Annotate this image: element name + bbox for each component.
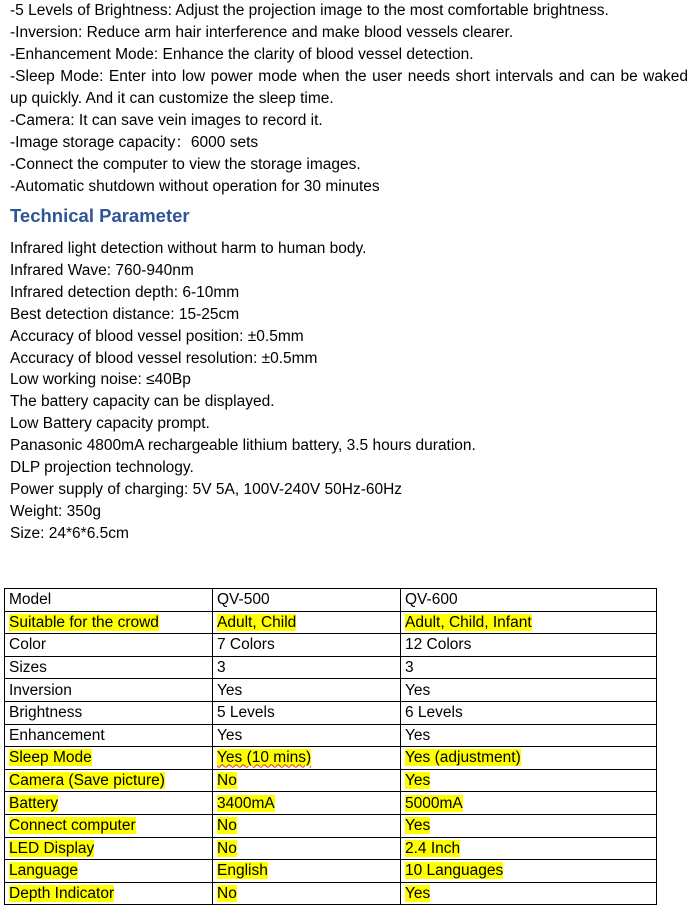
table-row	[5, 747, 657, 770]
table-cell: Yes (adjustment)	[401, 747, 657, 770]
table-row	[5, 792, 657, 815]
table-cell: Connect computer	[5, 814, 213, 837]
table-cell: Camera (Save picture)	[5, 769, 213, 792]
table-cell: Suitable for the crowd	[5, 611, 213, 634]
header-cell: QV-500	[213, 589, 401, 612]
table-cell: Yes (10 mins)	[213, 747, 401, 770]
param-line: Low Battery capacity prompt.	[10, 415, 210, 433]
param-line: Accuracy of blood vessel resolution: ±0.5mm	[10, 349, 318, 367]
feature-line: -Image storage capacity：6000 sets	[10, 134, 259, 151]
table-cell: 7 Colors	[213, 634, 401, 657]
param-line: Infrared detection depth: 6-10mm	[10, 283, 240, 301]
table-row	[5, 701, 657, 724]
feature-line: -Connect the computer to view the storage images.	[10, 156, 361, 173]
feature-line: -Sleep Mode: Enter into low power mode when the user needs short intervals and can be waked up quickly. And it can customize the sleep time.	[10, 68, 688, 107]
param-line: Panasonic 4800mA rechargeable lithium battery, 3.5 hours duration.	[10, 437, 476, 455]
features-list	[10, 0, 688, 198]
table-cell: English	[213, 860, 401, 883]
table-cell: LED Display	[5, 837, 213, 860]
header-cell: Model	[5, 589, 213, 612]
table-cell: 3400mA	[213, 792, 401, 815]
table-cell: No	[213, 882, 401, 905]
table-cell: Sleep Mode	[5, 747, 213, 770]
table-cell: No	[213, 769, 401, 792]
table-cell: Yes	[401, 814, 657, 837]
param-line: Infrared light detection without harm to human body.	[10, 240, 367, 257]
table-row	[5, 814, 657, 837]
param-line: Infrared Wave: 760-940nm	[10, 261, 194, 279]
table-header-row	[5, 589, 657, 612]
param-line: The battery capacity can be displayed.	[10, 393, 275, 411]
param-line: DLP projection technology.	[10, 459, 194, 477]
feature-line: -Enhancement Mode: Enhance the clarity of blood vessel detection.	[10, 46, 474, 63]
feature-line: -5 Levels of Brightness: Adjust the projection image to the most comfortable brightness.	[10, 2, 609, 19]
table-cell: 5000mA	[401, 792, 657, 815]
feature-line: -Automatic shutdown without operation for 30 minutes	[10, 178, 380, 195]
table-cell: 3	[213, 656, 401, 679]
technical-parameter-heading: Technical Parameter	[10, 205, 190, 226]
table-cell: Enhancement	[5, 724, 213, 747]
table-row	[5, 882, 657, 905]
table-cell: Battery	[5, 792, 213, 815]
param-line: Size: 24*6*6.5cm	[10, 524, 129, 542]
table-cell: Yes	[213, 724, 401, 747]
table-row	[5, 724, 657, 747]
table-cell: 2.4 Inch	[401, 837, 657, 860]
table-cell: Yes	[401, 882, 657, 905]
table-row	[5, 611, 657, 634]
table-row	[5, 860, 657, 883]
table-cell: 12 Colors	[401, 634, 657, 657]
param-line: Weight: 350g	[10, 502, 102, 520]
header-cell: QV-600	[401, 589, 657, 612]
table-cell: Sizes	[5, 656, 213, 679]
table-row	[5, 679, 657, 702]
table-row	[5, 769, 657, 792]
feature-line: -Camera: It can save vein images to record it.	[10, 112, 323, 129]
param-line: Low working noise: ≤40Bp	[10, 371, 191, 389]
table-cell: Color	[5, 634, 213, 657]
table-row	[5, 634, 657, 657]
technical-parameter-list	[10, 238, 680, 545]
table-cell: Brightness	[5, 701, 213, 724]
table-cell: Depth Indicator	[5, 882, 213, 905]
param-line: Accuracy of blood vessel position: ±0.5mm	[10, 327, 304, 345]
table-cell: Yes	[401, 769, 657, 792]
table-row	[5, 656, 657, 679]
param-line: Power supply of charging: 5V 5A, 100V-240V 50Hz-60Hz	[10, 480, 403, 498]
table-cell: Language	[5, 860, 213, 883]
table-cell: 10 Languages	[401, 860, 657, 883]
table-cell: No	[213, 837, 401, 860]
table-cell: Yes	[401, 679, 657, 702]
table-cell: Adult, Child	[213, 611, 401, 634]
comparison-table	[4, 588, 657, 905]
table-row	[5, 837, 657, 860]
param-line: Best detection distance: 15-25cm	[10, 305, 240, 323]
table-cell: No	[213, 814, 401, 837]
table-cell: Yes	[401, 724, 657, 747]
feature-line: -Inversion: Reduce arm hair interference and make blood vessels clearer.	[10, 24, 514, 41]
table-cell: Yes	[213, 679, 401, 702]
table-cell: Inversion	[5, 679, 213, 702]
table-cell: Adult, Child, Infant	[401, 611, 657, 634]
table-cell: 6 Levels	[401, 701, 657, 724]
table-cell: 5 Levels	[213, 701, 401, 724]
table-cell: 3	[401, 656, 657, 679]
